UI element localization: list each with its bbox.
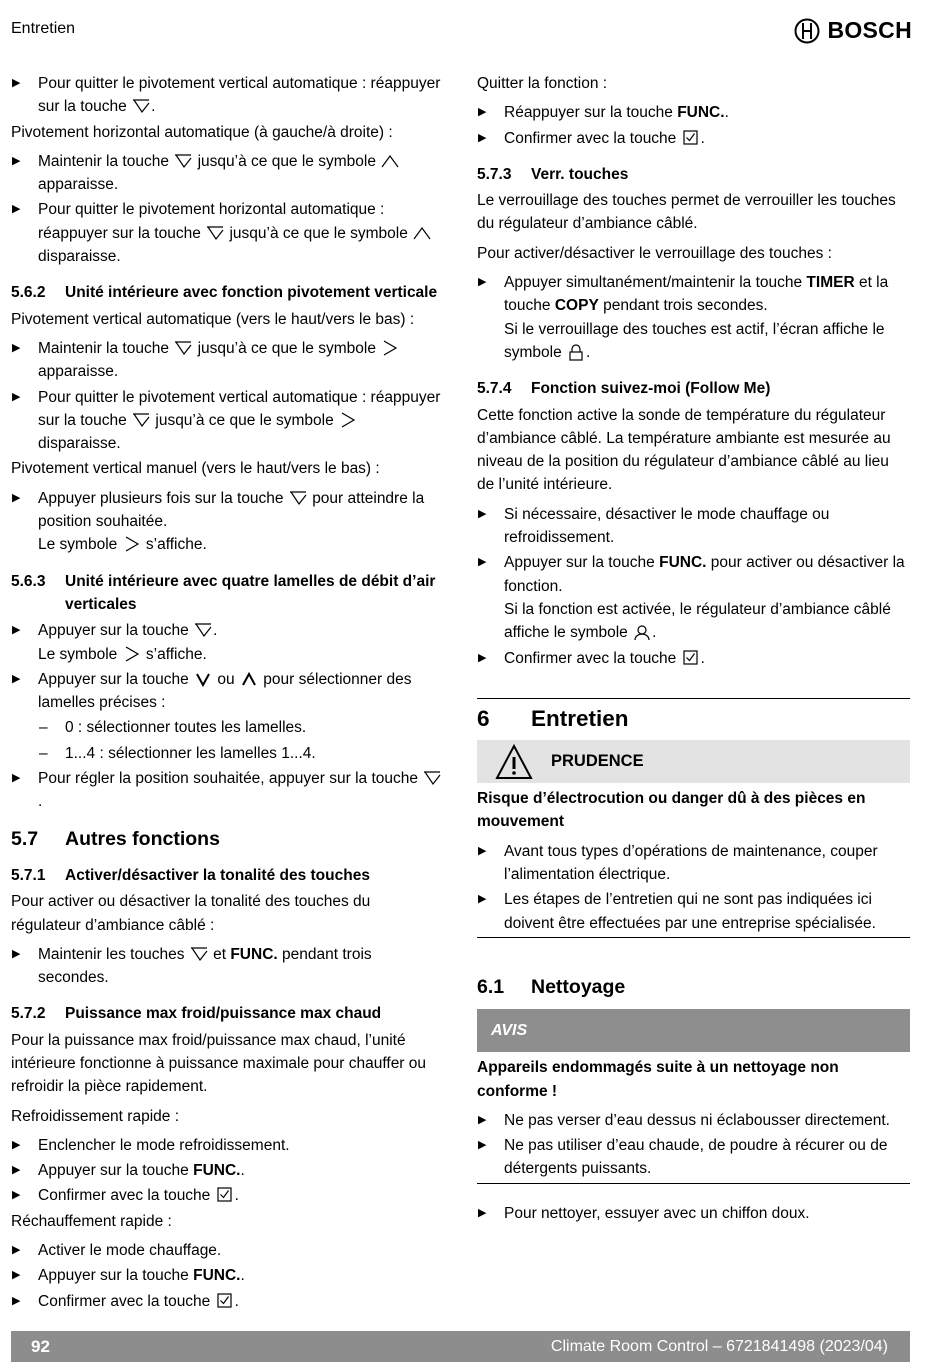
swing-key-icon: [173, 152, 193, 170]
paragraph: Pour activer ou désactiver la tonalité des touches du régulateur d’ambiance câblé :: [11, 893, 371, 934]
list-item: ▶ Pour quitter le pivotement horizontal automatique : réappuyer sur la touche jusqu’à ce que le symbole disparaisse.: [11, 198, 443, 268]
heading-5-6-2: 5.6.2 Unité intérieure avec fonction pivotement verticale: [11, 284, 438, 302]
right-column: [477, 72, 910, 1227]
down-arrow-icon: [193, 670, 213, 688]
list-item: ▶ Activer le mode chauffage.: [11, 1239, 443, 1262]
horizontal-swing-icon: [380, 152, 400, 170]
paragraph: Réchauffement rapide :: [11, 1212, 172, 1230]
list-item: ▶ Réappuyer sur la touche FUNC..: [477, 101, 910, 124]
notice-banner: AVIS: [477, 1009, 910, 1052]
document-reference: Climate Room Control – 6721841498 (2023/04): [550, 1337, 888, 1355]
list-item: ▶ Appuyer sur la touche FUNC. pour activer ou désactiver la fonction. Si la fonction est activée, le régulateur d’ambiance câblé affiche le symbole .: [477, 551, 910, 644]
list-item: ▶ Appuyer plusieurs fois sur la touche pour atteindre la position souhaitée. Le symbole s’affiche.: [11, 487, 443, 557]
heading-6: 6 Entretien: [477, 705, 629, 731]
heading-5-7-3: 5.7.3 Verr. touches: [477, 165, 629, 183]
list-item: ▶ Ne pas utiliser d’eau chaude, de poudre à récurer ou de détergents puissants.: [477, 1134, 910, 1181]
vertical-swing-icon: [380, 339, 400, 357]
list-item: ▶ Appuyer sur la touche FUNC..: [11, 1264, 443, 1287]
list-item: ▶ Ne pas verser d’eau dessus ni éclabousser directement.: [477, 1109, 910, 1132]
vertical-swing-icon: [122, 645, 142, 663]
swing-key-icon: [422, 769, 442, 787]
person-icon: [632, 623, 652, 641]
list-item: ▶ Les étapes de l’entretien qui ne sont pas indiquées ici doivent être effectuées par une entreprise spécialisée.: [477, 888, 910, 935]
heading-6-1: 6.1 Nettoyage: [477, 975, 626, 998]
checkbox-icon: [681, 129, 701, 147]
list-item: ▶ Pour nettoyer, essuyer avec un chiffon doux.: [477, 1202, 910, 1225]
list-item: ▶ Maintenir la touche jusqu’à ce que le symbole apparaisse.: [11, 337, 443, 384]
paragraph: Refroidissement rapide :: [11, 1107, 179, 1125]
running-header: Entretien: [11, 20, 76, 37]
paragraph: Pivotement vertical manuel (vers le haut/vers le bas) :: [11, 460, 380, 478]
list-item: ▶ Maintenir les touches et FUNC. pendant trois secondes.: [11, 943, 443, 990]
paragraph: Cette fonction active la sonde de température du régulateur d’ambiance câblé. La température ambiante est mesurée au niveau de la position du régulateur d’ambiance câblé au lieu de l’unité intérieure.: [477, 406, 891, 494]
list-item: ▶ Avant tous types d’opérations de maintenance, couper l’alimentation électrique.: [477, 840, 910, 887]
heading-5-6-3: 5.6.3 Unité intérieure avec quatre lamelles de débit d’air verticales: [11, 572, 436, 613]
list-item: ▶ Si nécessaire, désactiver le mode chauffage ou refroidissement.: [477, 503, 910, 550]
swing-key-icon: [131, 411, 151, 429]
caution-text: Risque d’électrocution ou danger dû à des pièces en mouvement: [477, 790, 866, 831]
list-item: ▶ Confirmer avec la touche .: [11, 1184, 443, 1207]
checkbox-icon: [681, 649, 701, 667]
paragraph: Pour activer/désactiver le verrouillage des touches :: [477, 244, 832, 262]
paragraph: Quitter la fonction :: [477, 75, 608, 92]
list-item: ▶ Confirmer avec la touche .: [477, 647, 910, 670]
swing-key-icon: [131, 97, 151, 115]
lock-icon: [566, 343, 586, 361]
paragraph: Pivotement vertical automatique (vers le haut/vers le bas) :: [11, 310, 415, 328]
up-arrow-icon: [239, 670, 259, 688]
warning-icon: [494, 743, 534, 781]
swing-key-icon: [193, 621, 213, 639]
heading-5-7-4: 5.7.4 Fonction suivez-moi (Follow Me): [477, 380, 771, 398]
list-item: ▶ Pour quitter le pivotement vertical automatique : réappuyer sur la touche .: [11, 72, 443, 119]
list-item: ▶ Maintenir la touche jusqu’à ce que le symbole apparaisse.: [11, 150, 443, 197]
vertical-swing-icon: [122, 535, 142, 553]
list-item: ▶ Enclencher le mode refroidissement.: [11, 1134, 443, 1157]
paragraph: Pour la puissance max froid/puissance max chaud, l’unité intérieure fonctionne à puissance maximale pour chauffer ou refroidir la pièce rapidement.: [11, 1031, 427, 1096]
swing-key-icon: [189, 945, 209, 963]
swing-key-icon: [288, 489, 308, 507]
paragraph: Pivotement horizontal automatique (à gauche/à droite) :: [11, 123, 393, 141]
bosch-logo-icon: [794, 18, 820, 44]
list-item: ▶ Appuyer sur la touche . Le symbole s’affiche.: [11, 619, 443, 666]
list-item: ▶ Pour régler la position souhaitée, appuyer sur la touche .: [11, 767, 443, 814]
checkbox-icon: [215, 1186, 235, 1204]
page-footer: [11, 1331, 910, 1362]
heading-5-7: 5.7 Autres fonctions: [11, 827, 220, 850]
list-item: ▶ Confirmer avec la touche .: [11, 1290, 443, 1313]
caution-banner: [477, 740, 910, 783]
section-divider: [477, 698, 910, 730]
caution-end-rule: [477, 937, 910, 938]
dash-item: – 0 : sélectionner toutes les lamelles.: [11, 716, 443, 739]
list-item: ▶ Confirmer avec la touche .: [477, 127, 910, 150]
checkbox-icon: [215, 1292, 235, 1310]
horizontal-swing-icon: [412, 224, 432, 242]
left-column: [11, 72, 443, 1315]
heading-5-7-2: 5.7.2 Puissance max froid/puissance max chaud: [11, 1005, 382, 1023]
dash-item: – 1...4 : sélectionner les lamelles 1...4.: [11, 742, 443, 765]
notice-text: Appareils endommagés suite à un nettoyage non conforme !: [477, 1059, 839, 1100]
vertical-swing-icon: [338, 411, 358, 429]
list-item: ▶ Appuyer sur la touche FUNC..: [11, 1159, 443, 1182]
swing-key-icon: [173, 339, 193, 357]
list-item: ▶ Appuyer sur la touche ou pour sélectionner des lamelles précises :: [11, 668, 443, 715]
page-number: 92: [31, 1336, 50, 1356]
paragraph: Le verrouillage des touches permet de verrouiller les touches du régulateur d’ambiance câblé.: [477, 192, 896, 233]
brand-name: BOSCH: [827, 17, 912, 43]
list-item: ▶ Pour quitter le pivotement vertical automatique : réappuyer sur la touche jusqu’à ce que le symbole disparaisse.: [11, 386, 443, 456]
list-item: ▶ Appuyer simultanément/maintenir la touche TIMER et la touche COPY pendant trois secondes. Si le verrouillage des touches est actif, l’écran affiche le symbole .: [477, 271, 910, 364]
bosch-logo: [794, 17, 912, 44]
caution-label: PRUDENCE: [551, 751, 644, 770]
notice-end-rule: [477, 1183, 910, 1184]
heading-5-7-1: 5.7.1 Activer/désactiver la tonalité des touches: [11, 866, 370, 884]
swing-key-icon: [205, 224, 225, 242]
